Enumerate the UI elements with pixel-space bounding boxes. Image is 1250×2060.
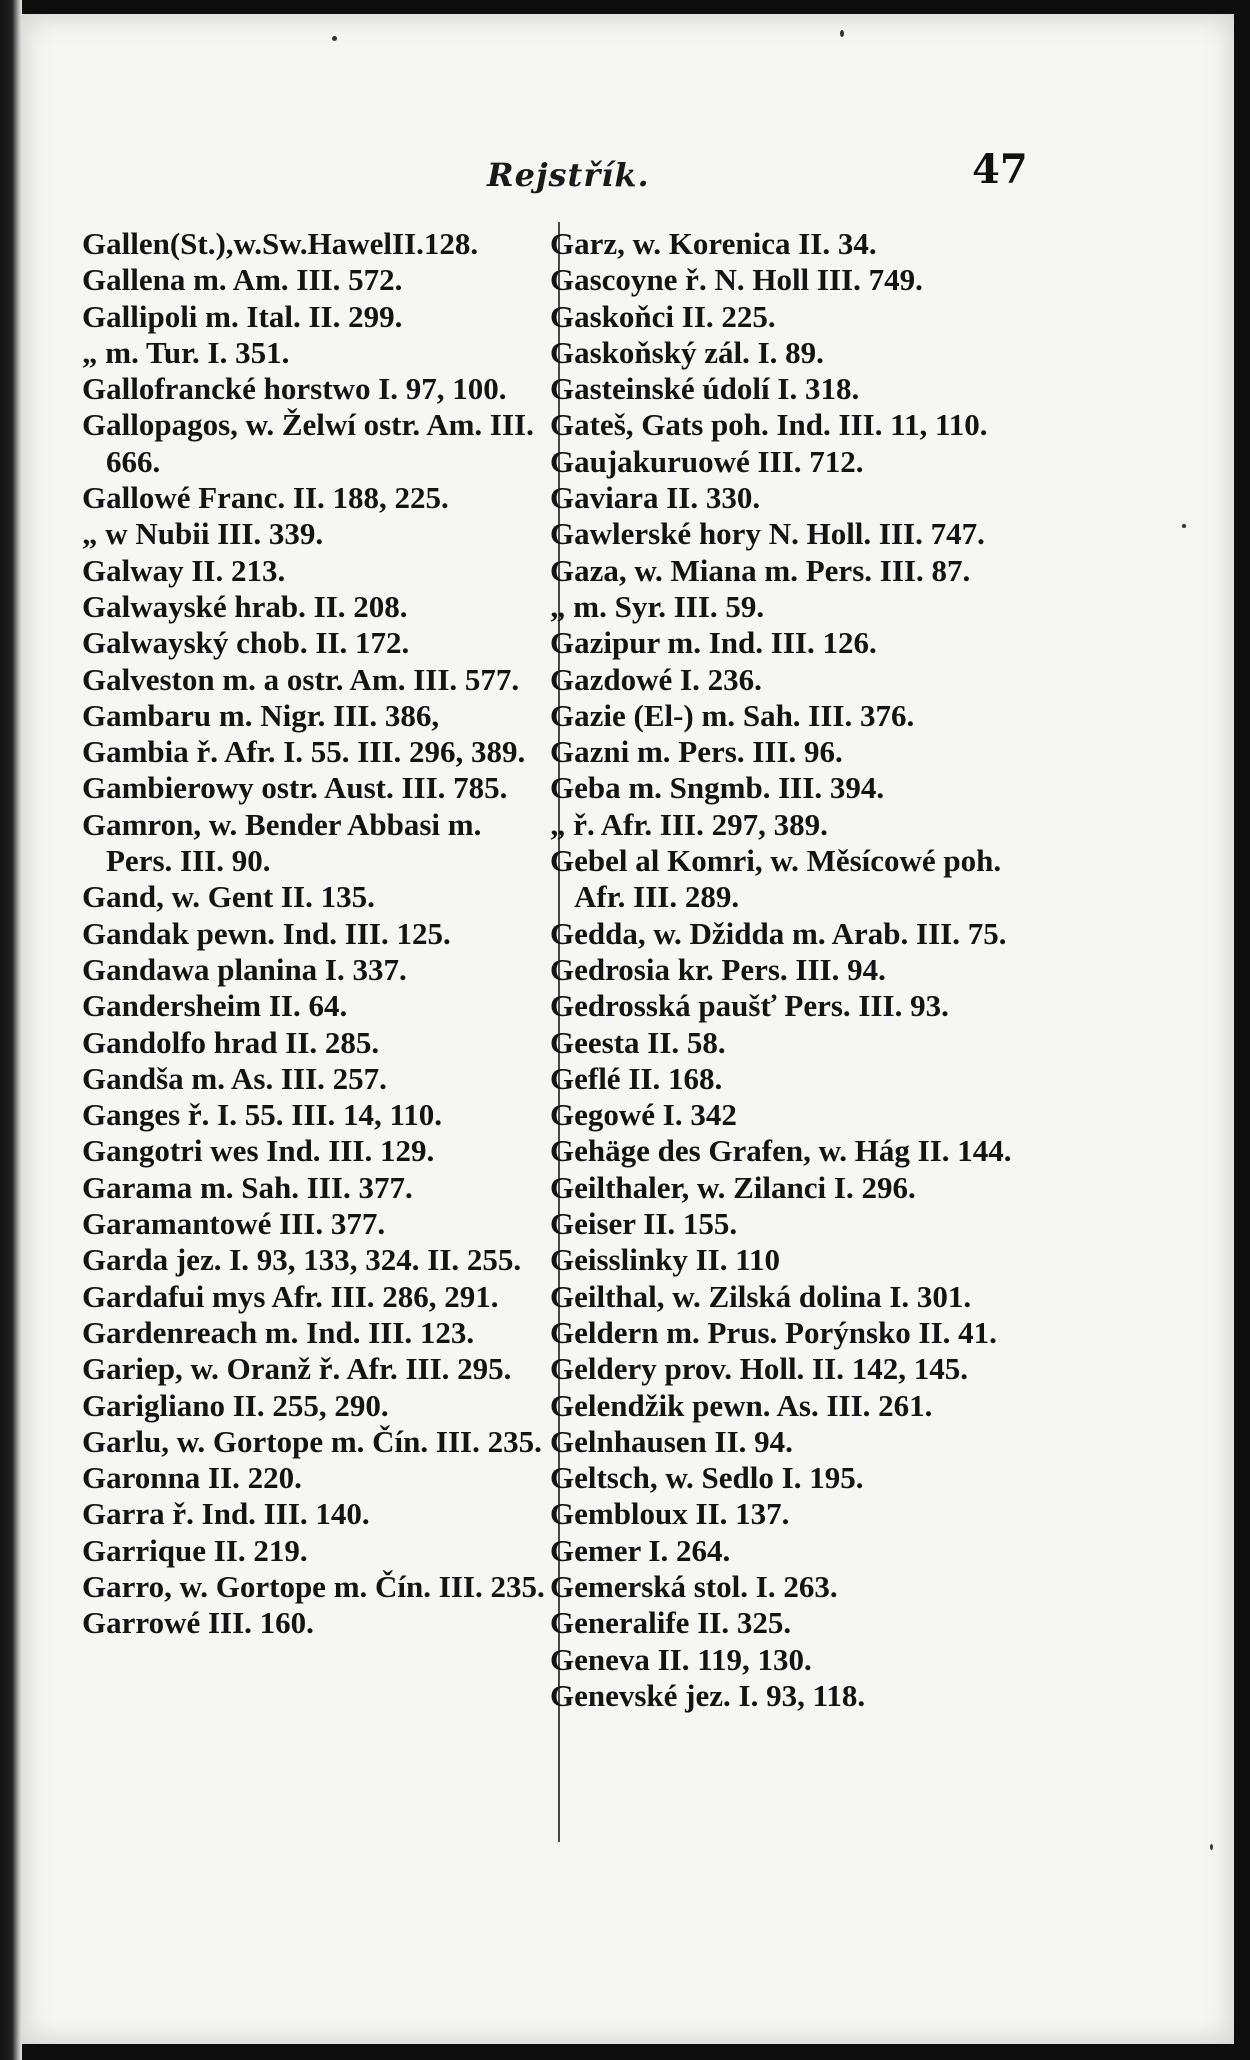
- index-entry: Geesta II. 58.: [550, 1024, 726, 1060]
- page-header: [22, 142, 1234, 202]
- index-entry: Gardafui mys Afr. III. 286, 291.: [82, 1278, 499, 1314]
- index-entry: Gazipur m. Ind. III. 126.: [550, 625, 877, 661]
- index-entry: Gallofrancké horstwo I. 97, 100.: [82, 371, 507, 407]
- index-entry: Galveston m. a ostr. Am. III. 577.: [82, 661, 520, 697]
- running-title: Rejstřík.: [487, 156, 650, 194]
- index-entry: Gamron, w. Bender Abbasi m. Pers. III. 90.: [82, 806, 482, 879]
- index-entry: Geflé II. 168.: [550, 1060, 723, 1096]
- index-entry: Geiser II. 155.: [550, 1206, 738, 1242]
- index-entry: Gazdowé I. 236.: [550, 661, 762, 697]
- index-entry: Gebel al Komri, w. Měsícowé poh. Afr. III. 289.: [550, 843, 1002, 915]
- index-entry: Garz, w. Korenica II. 34.: [550, 226, 877, 261]
- index-entry: Gedrosská paušť Pers. III. 93.: [550, 988, 949, 1024]
- index-entry: Gedrosia kr. Pers. III. 94.: [550, 951, 886, 987]
- index-entry: Gasteinské údolí I. 318.: [550, 371, 860, 407]
- index-entry: Garamantowé III. 377.: [82, 1206, 386, 1242]
- index-entry: Garama m. Sah. III. 377.: [82, 1169, 413, 1205]
- index-entry: Geisslinky II. 110: [550, 1242, 780, 1278]
- scan-speck: [840, 30, 844, 37]
- index-entry: Gallowé Franc. II. 188, 225.: [82, 480, 449, 516]
- index-entry: Geilthaler, w. Zilanci I. 296.: [550, 1169, 916, 1205]
- index-entry: Gascoyne ř. N. Holl III. 749.: [550, 262, 923, 298]
- index-column-left: [82, 226, 552, 1642]
- index-entry: Garigliano II. 255, 290.: [82, 1387, 389, 1423]
- index-entry: Gallipoli m. Ital. II. 299.: [82, 298, 403, 334]
- index-entry: Gawlerské hory N. Holl. III. 747.: [550, 516, 985, 552]
- index-entry: Gambierowy ostr. Aust. III. 785.: [82, 770, 508, 806]
- index-entry: Ganges ř. I. 55. III. 14, 110.: [82, 1097, 442, 1133]
- index-entry: Geilthal, w. Zilská dolina I. 301.: [550, 1278, 972, 1314]
- index-entry: Gemer I. 264.: [550, 1532, 731, 1568]
- index-entry: Gaza, w. Miana m. Pers. III. 87.: [550, 552, 971, 588]
- index-entry: Gardenreach m. Ind. III. 123.: [82, 1314, 475, 1350]
- scan-speck: [332, 36, 337, 41]
- scan-speck: [1210, 1844, 1213, 1850]
- index-entry: Gallopagos, w. Želwí ostr. Am. III. 666.: [82, 407, 534, 479]
- index-entry: Garonna II. 220.: [82, 1460, 302, 1496]
- index-entry: Gelnhausen II. 94.: [550, 1423, 793, 1459]
- index-entry: Gelendžik pewn. As. III. 261.: [550, 1387, 933, 1423]
- index-entry: „ m. Syr. III. 59.: [550, 588, 765, 624]
- index-entry: Gazie (El-) m. Sah. III. 376.: [550, 697, 915, 733]
- index-entry: Gangotri wes Ind. III. 129.: [82, 1133, 435, 1169]
- index-entry: Generalife II. 325.: [550, 1605, 792, 1641]
- index-entry: Garro, w. Gortope m. Čín. III. 235.: [82, 1568, 545, 1604]
- page-number: 47: [972, 146, 1028, 193]
- index-entry: Gaskoňci II. 225.: [550, 298, 776, 334]
- index-entry: Gegowé I. 342: [550, 1097, 737, 1133]
- index-entry: „ w Nubii III. 339.: [82, 516, 324, 552]
- book-page: [22, 14, 1234, 2044]
- index-entry: Galway II. 213.: [82, 552, 286, 588]
- index-entry: „ m. Tur. I. 351.: [82, 334, 290, 370]
- index-entry: Gandawa planina I. 337.: [82, 951, 407, 987]
- index-entry: Gemerská stol. I. 263.: [550, 1568, 838, 1604]
- index-entry: Geba m. Sngmb. III. 394.: [550, 770, 885, 806]
- index-entry: Geneva II. 119, 130.: [550, 1641, 812, 1677]
- index-entry: Garrowé III. 160.: [82, 1605, 314, 1641]
- index-entry: Gandolfo hrad II. 285.: [82, 1024, 380, 1060]
- index-entry: Gedda, w. Džidda m. Arab. III. 75.: [550, 915, 1007, 951]
- index-entry: Gand, w. Gent II. 135.: [82, 879, 375, 915]
- index-entry: Gandak pewn. Ind. III. 125.: [82, 915, 451, 951]
- index-entry: Garda jez. I. 93, 133, 324. II. 255.: [82, 1242, 522, 1278]
- index-entry: Gateš, Gats poh. Ind. III. 11, 110.: [550, 407, 988, 443]
- index-entry: Garlu, w. Gortope m. Čín. III. 235.: [82, 1423, 542, 1459]
- index-entry: Gandša m. As. III. 257.: [82, 1060, 387, 1096]
- index-entry: Garrique II. 219.: [82, 1532, 308, 1568]
- index-entry: Gazni m. Pers. III. 96.: [550, 734, 843, 770]
- index-entry: Gaviara II. 330.: [550, 480, 761, 516]
- index-entry: Gaskoňský zál. I. 89.: [550, 334, 824, 370]
- scan-edge: [0, 0, 22, 2060]
- index-entry: Garra ř. Ind. III. 140.: [82, 1496, 370, 1532]
- index-entry: Gaujakuruowé III. 712.: [550, 443, 864, 479]
- index-entry: Galwayský chob. II. 172.: [82, 625, 410, 661]
- index-entry: Geltsch, w. Sedlo I. 195.: [550, 1460, 864, 1496]
- index-entry: Gallena m. Am. III. 572.: [82, 262, 403, 298]
- index-column-right: [550, 226, 1040, 1714]
- index-entry: Gehäge des Grafen, w. Hág II. 144.: [550, 1133, 1012, 1169]
- index-entry: Gandersheim II. 64.: [82, 988, 348, 1024]
- index-entry: Gambaru m. Nigr. III. 386,: [82, 697, 440, 733]
- index-entry: Galwayské hrab. II. 208.: [82, 588, 408, 624]
- index-entry: Gambia ř. Afr. I. 55. III. 296, 389.: [82, 734, 526, 770]
- index-entry: Geldern m. Prus. Porýnsko II. 41.: [550, 1314, 997, 1350]
- index-entry: Geldery prov. Holl. II. 142, 145.: [550, 1351, 968, 1387]
- index-entry: Gembloux II. 137.: [550, 1496, 790, 1532]
- index-entry: Genevské jez. I. 93, 118.: [550, 1677, 866, 1713]
- scan-speck: [1182, 524, 1186, 528]
- index-entry: Gallen(St.),w.Sw.HawelII.128.: [82, 226, 479, 261]
- index-entry: Gariep, w. Oranž ř. Afr. III. 295.: [82, 1351, 512, 1387]
- index-entry: „ ř. Afr. III. 297, 389.: [550, 806, 828, 842]
